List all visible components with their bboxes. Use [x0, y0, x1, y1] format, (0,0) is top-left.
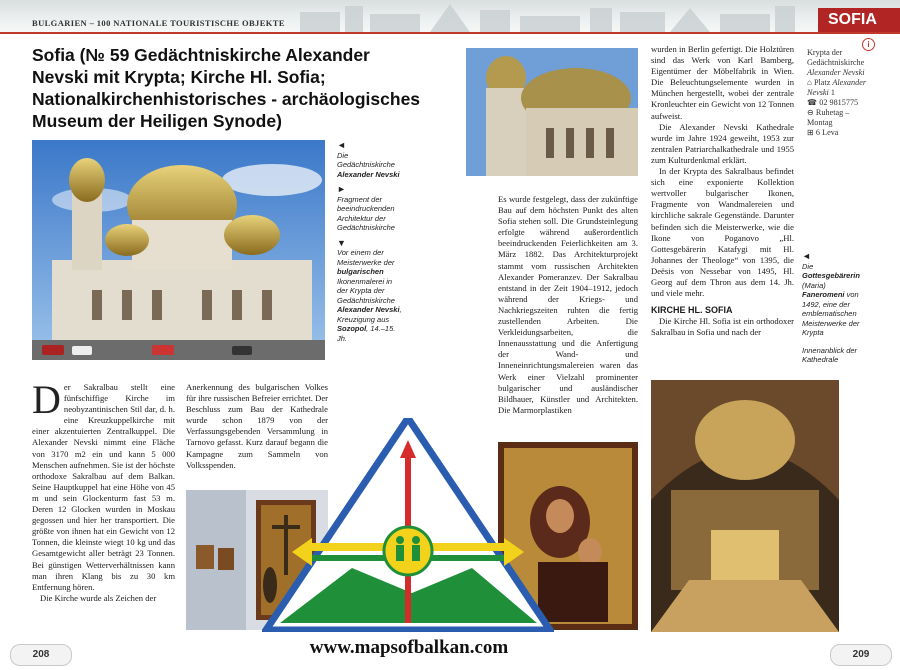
page-number-left: 208 [10, 644, 72, 666]
header-strip [0, 0, 900, 34]
skyline-decoration [0, 0, 900, 34]
arrow-left-icon: ◄ [337, 140, 346, 150]
arrow-down-icon: ▼ [337, 237, 346, 248]
column-3: Es wurde festgelegt, dass der zukünftige Bau auf dem höchsten Punkt des alten Sofia stehen soll. Die Grundsteinlegung erfolgte während außerordentlich beeindruckenden Feierlichkeiten am 3. März 1882. Das Architekturprojekt stammt vom russischen Architekten Alexander Pomeranzev. Der Sakralbau entstand in der Zeit 1904–1912, jedoch während der Kriegs- und Nachkriegszeiten ruhten die fertig zustellenden Arbeiten. Die Verkleidungsarbeiten, die Innenausstattung und die Anfertigung der Wand- und Inneneinrichtungsmalereien waren das Werk einer Vielzahl prominenter bulgarischer und ausländischer Bildhauer, Künstler und Architekten. Die Marmorplastiken [498, 194, 638, 415]
column-1: Der Sakralbau stellt eine fünfschiffige Kirche im neobyzantinischen Stil dar, d. h. eine Kreuzkuppelkirche mit einer akzentuierten Zentralkuppel. Die Alexander Nevski nimmt eine Fläche von 3170 m2 ein und kann 5 000 Menschen aufnehmen. Sie ist der höchste orthodoxe Sakralbau auf dem Balkan. Seine Hauptkuppel hat eine Höhe von 45 m und sein Glockenturm fast 53 m. Deren 12 Glocken wurden in Moskau gegossen und hier her transportiert. Die größte von ihnen hat ein Gewicht von 12 Tonnen, die kleinste wiegt 10 kg und das Gesamtgewicht aller beträgt 23 Tonnen. Bei günstigen Wetterverhältnissen kann man ihren Klang bis zu 30 km Entfernung hören. Die Kirche wurde als Zeichen der [32, 377, 175, 603]
info-box: Krypta der Gedächtniskirche Alexander Nevski ⌂ Platz Alexander Nevski 1 ☎ 02 9815775 ⊖ Ruhetag – Montag ⊞ 6 Leva [807, 48, 867, 137]
page-number-right: 209 [830, 644, 892, 666]
home-icon: ⌂ [807, 78, 812, 87]
watermark-url: www.mapsofbalkan.com [268, 632, 550, 664]
city-tab: SOFIA [818, 8, 900, 32]
page-title: Sofia (№ 59 Gedächtniskirche Alexander Nevski mit Krypta; Kirche Hl. Sofia; Nationalkirchenhistorisches - archäologisches Museum der Heiligen Synode) [32, 45, 421, 131]
caption-right-block: ◄ Die Gottesgebärerin (Maria) Faneromeni von 1492, eine der emblematischen Meisterwerke der Krypta Innenanblick der Kathedrale [802, 252, 870, 365]
header-rule [0, 32, 900, 34]
caption-left-block: ◄ Die Gedächtniskirche Alexander Nevski ► Fragment der beeindruckenden Architektur der Gedächtniskirche ▼ Vor einem der Meisterwerke der bulgarischen Ikonenmalerei in der Krypta der Gedächtniskirche Alexander Nevski, Kreuzigung aus Sozopol, 14.–15. Jh. [337, 140, 402, 343]
closed-icon: ⊖ [807, 108, 814, 117]
arrow-left-icon: ◄ [802, 251, 811, 261]
column-2: Anerkennung des bulgarischen Volkes für ihre russischen Befreier errichtet. Der Beschluss zum Bau der Kathedrale wurde schon 1879 von der Verfassungsgebenden Versammlung in Tarnovo gefasst. Kurz darauf begann die Kampagne zum Sammeln von Volksspenden. [186, 382, 328, 470]
arrow-right-icon: ► [337, 184, 346, 194]
cathedral-photo [32, 140, 325, 360]
info-icon: i [862, 38, 875, 51]
phone-icon: ☎ [807, 98, 818, 107]
interior-photo [651, 380, 839, 632]
subhead-kirche-hl-sofia: KIRCHE HL. SOFIA [651, 305, 733, 316]
dropcap: D [32, 377, 61, 422]
column-4: wurden in Berlin gefertigt. Die Holztüren sind das Werk von Karl Bamberg, Eigentümer der Möbelfabrik in Wien. Die Beleuchtungselemente wurden in München hergestellt, wobei der zentrale Kronleuchter ein Gewicht von 12 Tonnen aufweist. Die Alexander Nevski Kathedrale wurde im Jahre 1924 geweiht, 1953 zur zentralen Patriarchalkathedrale und 1955 zum Kulturdenkmal erklärt. In der Krypta des Sakralbaus befindet sich eine exponierte Kollektion wertvoller bulgarischer Ikonen, Fragmente von Wandmalereien und kirchliche sakrale Gegenstände. Darunter befinden sich die Meisterwerke, wie die Ikone von Poganovo „Hl. Gottesgebärerin Katafygi mit Hl. Johannes der Theologe“ von 1395, die Deësis von Nessebar von 1495, Hl. Georg auf dem Thron aus dem 14. Jh. und viele mehr. KIRCHE HL. SOFIA Die Kirche Hl. Sofia ist ein orthodoxer Sakralbau in Sofia und nach der [651, 44, 794, 338]
watermark-logo [262, 418, 554, 632]
dome-photo [466, 48, 638, 176]
ticket-icon: ⊞ [807, 128, 814, 137]
running-head: BULGARIEN – 100 NATIONALE TOURISTISCHE OBJEKTE [32, 18, 285, 28]
